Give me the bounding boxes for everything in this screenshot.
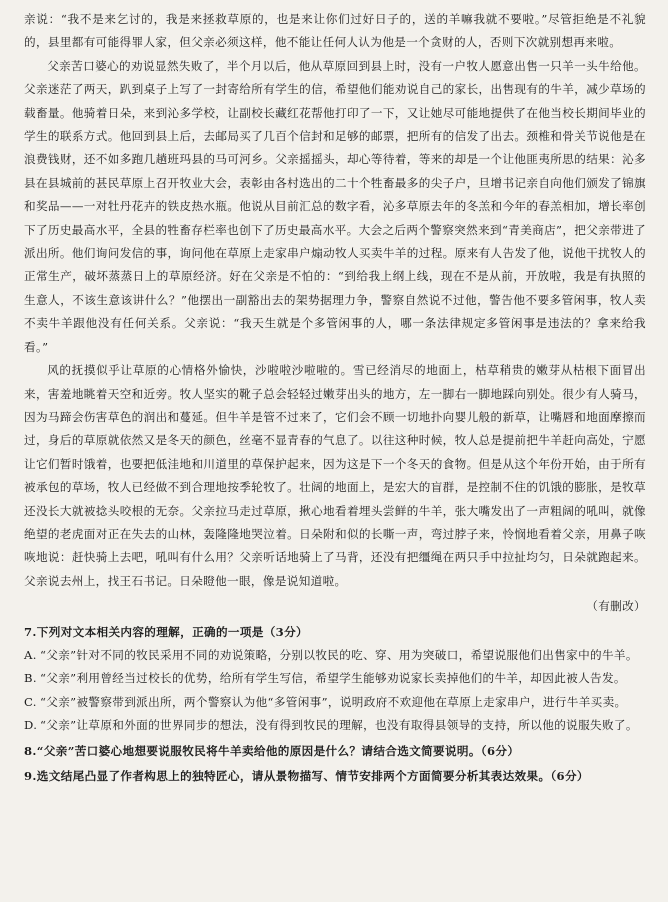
source-note: （有删改）: [586, 599, 646, 614]
question-7-option-a: [24, 644, 646, 667]
option-b-letter: B.: [24, 671, 37, 686]
question-7-option-c: [24, 691, 646, 714]
question-7-stem: 7.下列对文本相关内容的理解，正确的一项是（3分）: [24, 624, 308, 639]
passage-paragraph-2: 风的抚摸似乎让草原的心情格外愉快，沙啦啦沙啦啦的。雪已经消尽的地面上，枯草稍贵的嫩芽从枯根下面冒出来，害羞地眺着天空和近旁。牧人坚实的靴子总会轻轻过嫩芽出头的地方，左一脚右一脚地踩向别处。很少有人骑马，因为马蹄会伤害草色的润出和蔓延。但牛羊是管不过来了，它们会不顾一切地扑向婴儿般的新草，让嘴唇和地面摩擦而过，身后的草原就依然又是冬天的颜色，丝毫不显青春的气息了。以往这种时候，牧人总是提前把牛羊赶向高处，宁愿让它们暂时饿着，也要把低洼地和川道里的草保护起来，因为这是下一个冬天的食物。但是从这个年份开始，由于所有被承包的草场，牧人已经做不到合理地按季轮牧了。壮阔的地面上，是宏大的盲群，是控制不住的饥饿的膨胀，是牧草还没长大就被捻头咬根的无奈。父亲拉马走过草原，揪心地看着埋头尝鲜的牛羊，张大嘴发出了一声粗阔的吼叫，就像绝望的老虎面对正在失去的山林，轰隆隆地哭泣着。日朵附和似的长嘶一声，弯过脖子来，怜悯地看着父亲，用鼻子咴咴地说：赶快骑上去吧，吼叫有什么用？父亲听话地骑上了马背，还没有把缰绳在两只手中拉扯均匀，日朵就跑起来。父亲说去州上，找王石书记。日朵瞪他一眼，像是说知道啦。: [24, 363, 646, 588]
option-d-letter: D.: [24, 718, 38, 733]
question-7-option-b: [24, 667, 646, 690]
question-8: 8.“父亲”苦口婆心地想要说服牧民将牛羊卖给他的原因是什么？请结合选文简要说明。（6分）: [24, 743, 520, 758]
option-c-text: “父亲”被警察带到派出所，两个警察认为他“多管闲事”，说明政府不欢迎他在草原上走家串户，进行牛羊买卖。: [40, 694, 627, 709]
option-b-text: “父亲”利用曾经当过校长的优势，给所有学生写信，希望学生能够劝说家长卖掉他们的牛羊，却因此被人告发。: [40, 671, 626, 686]
option-a-text: “父亲”针对不同的牧民采用不同的劝说策略，分别以牧民的吃、穿、用为突破口，希望说服他们出售家中的牛羊。: [40, 647, 638, 662]
question-9: 9.选文结尾凸显了作者构思上的独特匠心，请从景物描写、情节安排两个方面简要分析其表达效果。（6分）: [24, 769, 589, 783]
passage-paragraph-0: 亲说：“我不是来乞讨的，我是来拯救草原的，也是来让你们过好日子的，送的羊嘛我就不要啦。”尽管拒绝是不礼貌的，县里都有可能得罪人家，但父亲必须这样，他不能让任何人认为他是一个贪财的人，否则下次就别想再来啦。: [24, 12, 646, 50]
passage-paragraph-1: 父亲苦口婆心的劝说显然失败了，半个月以后，他从草原回到县上时，没有一户牧人愿意出售一只羊一头牛给他。父亲迷茫了两天，趴到桌子上写了一封寄给所有学生的信，希望他们能劝说自己的家长，出售现有的牛羊，减少草场的载畜量。他骑着日朵，来到沁多学校，让副校长藏红花帮他打印了一下，又让她尽可能地提供了在他当校长期间毕业的学生的联系方式。他回到县上后，去邮局买了几百个信封和足够的邮票，把所有的信发了出去。颈椎和骨关节说他是在浪费钱财，还不如多跑几趟班玛县的马可河乡。父亲摇摇头，却心等待着，等来的却是一个让他匪夷所思的结果：沁多县在县城前的甚民草原上召开牧业大会，表彰由各村选出的二十个牲畜最多的尖子户，旦增书记亲自向他们颁发了锦旗和奖品——一对牡丹花卉的铁皮热水瓶。他说从目前汇总的数字看，沁多草原去年的冬羔和今年的春羔相加，增长率创下了历史最高水平，全县的牲畜存栏率也创下了历史最高水平。大会之后两个警察突然来到“青美商店”，把父亲带进了派出所。他们询问发信的事，询问他在草原上走家串户煽动牧人买卖牛羊的过程。原来有人告发了他，说他干扰牧人的正常生产，破坏蒸蒸日上的草原经济。好在父亲是不怕的：“到给我上纲上线，现在不是从前，开放啦，我是有执照的生意人，不该生意该讲什么？”他摆出一副豁出去的架势据理力争，警察自然说不过他，警告他不要多管闲事，牧人卖不卖牛羊跟他没有任何关系。父亲说：“我天生就是个多管闲事的人，哪一条法律规定多管闲事是违法的？拿来给我看。”: [24, 58, 646, 354]
option-c-letter: C.: [24, 694, 37, 709]
option-d-text: “父亲”让草原和外面的世界同步的想法，没有得到牧民的理解，也没有取得县领导的支持，所以他的说服失败了。: [40, 718, 638, 733]
question-7-option-d: [24, 714, 646, 737]
option-a-letter: A.: [24, 647, 37, 662]
